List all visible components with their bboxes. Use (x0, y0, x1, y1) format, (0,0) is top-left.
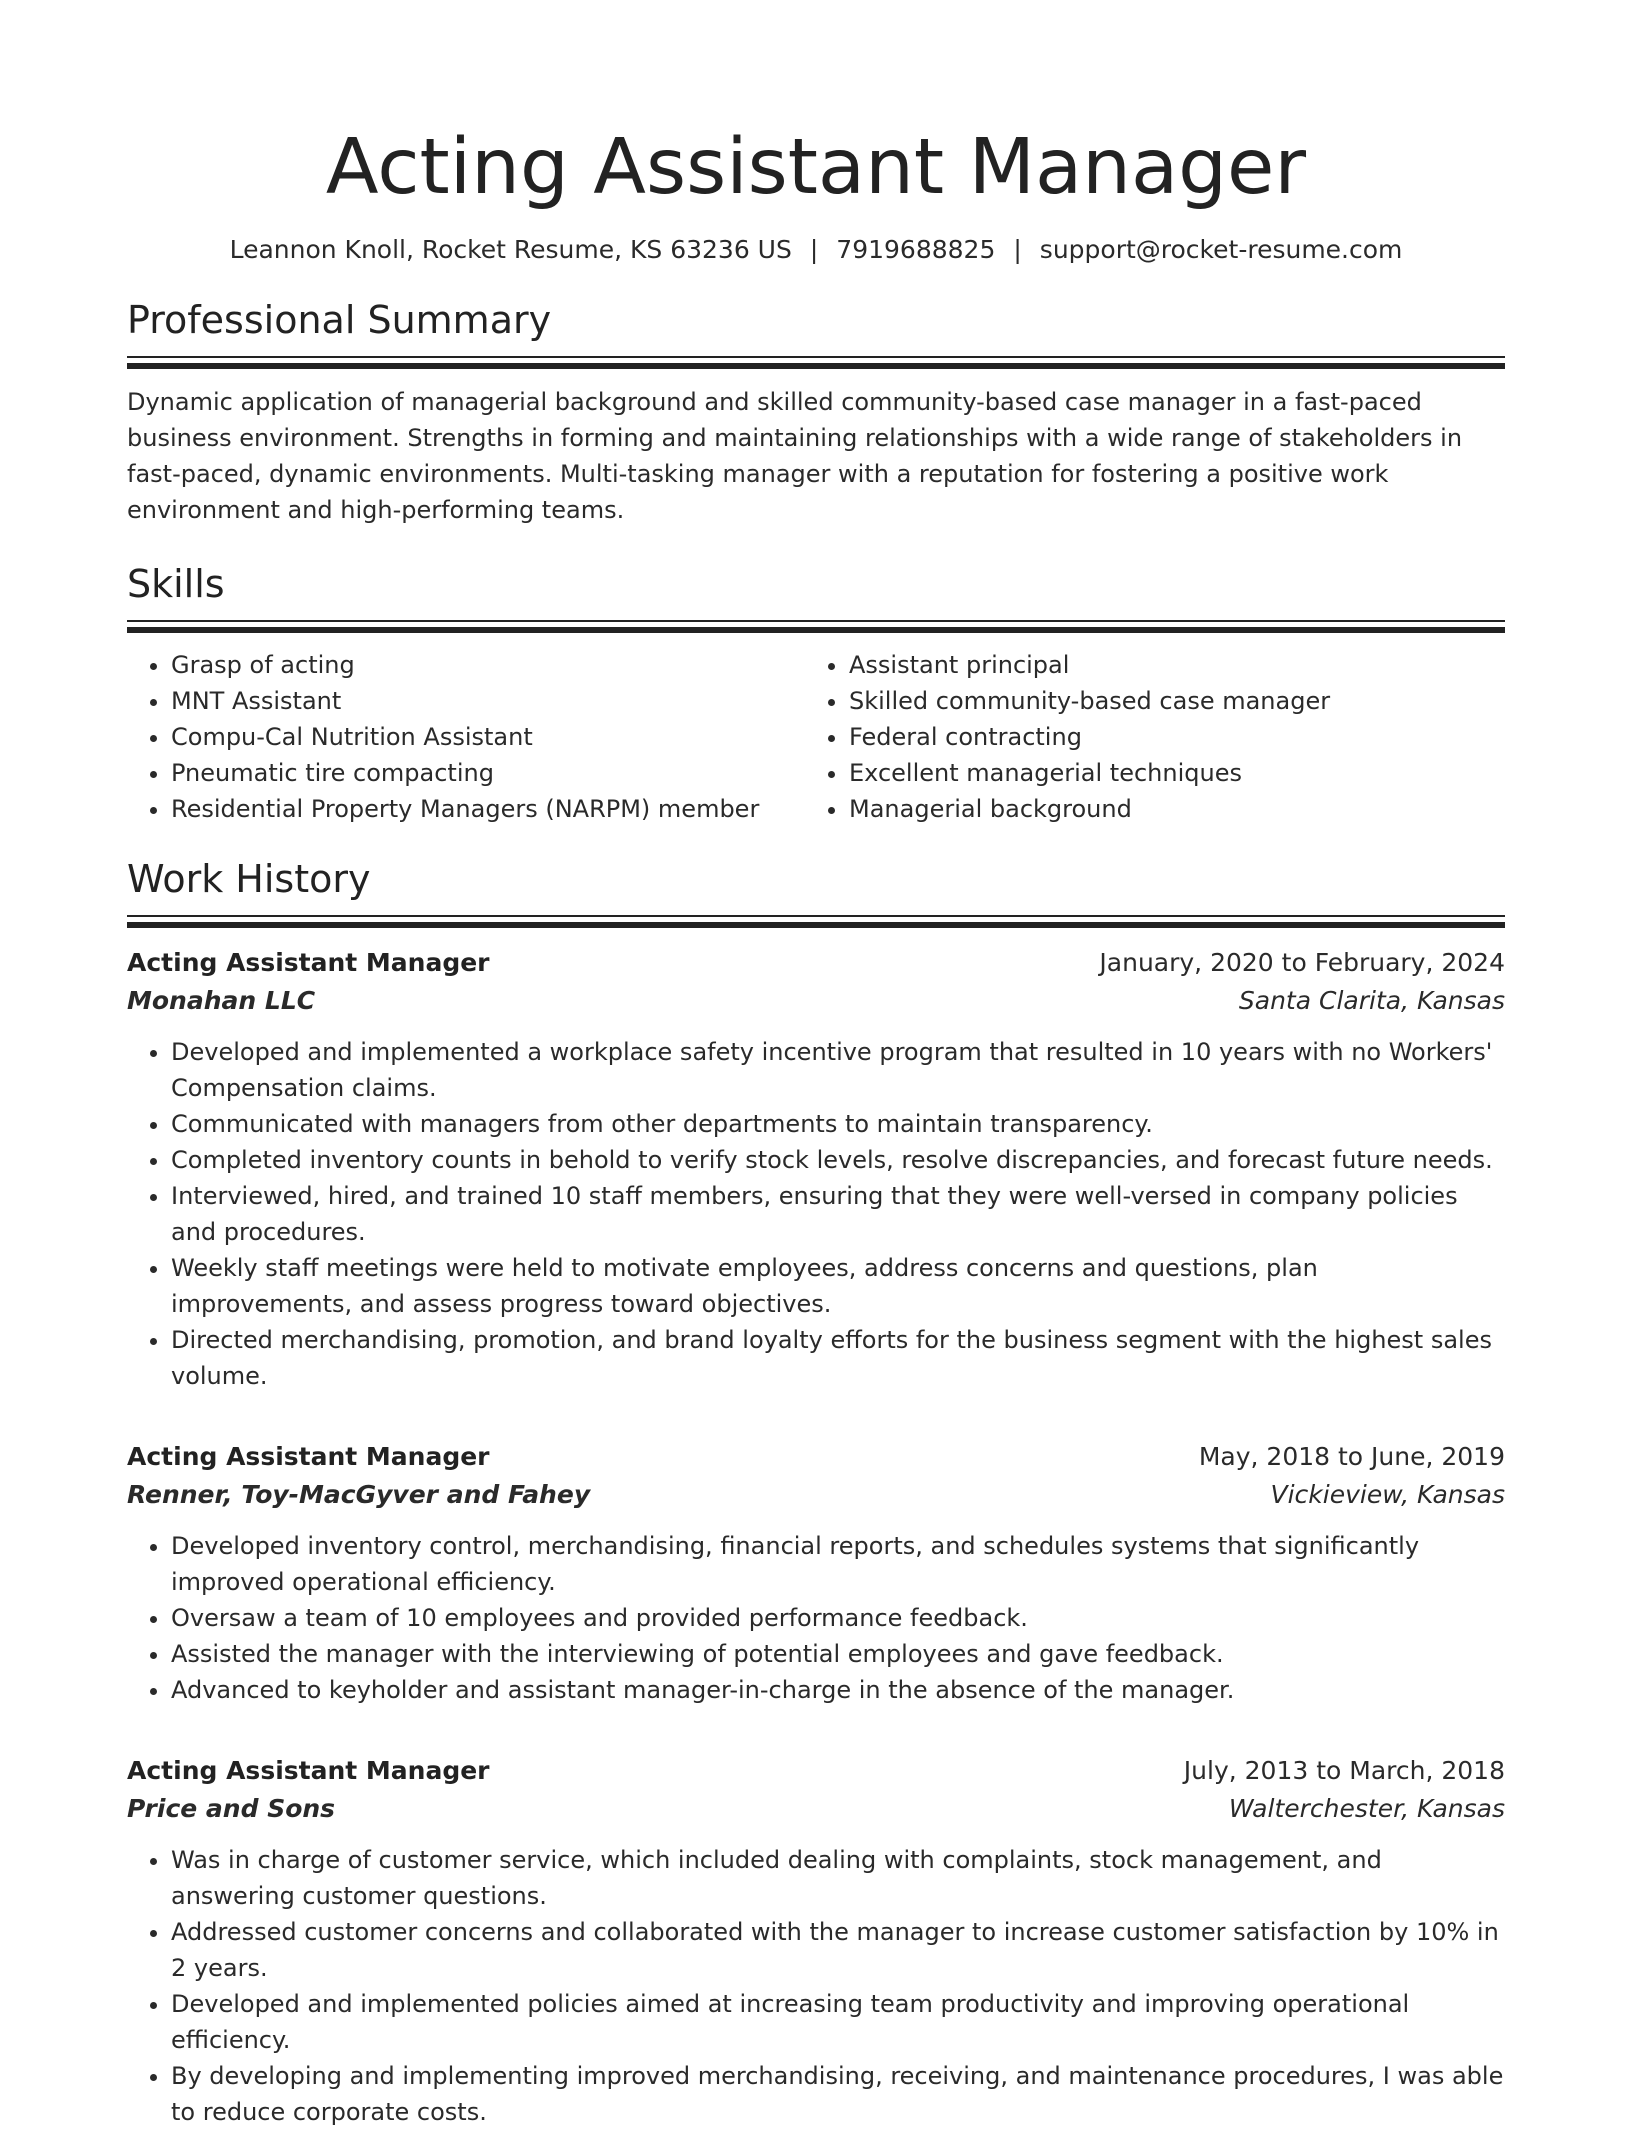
job-entry (127, 944, 1505, 1394)
job-bullet: • Interviewed, hired, and trained 10 staff members, ensuring that they were well-versed in company policies and procedures. (171, 1178, 1505, 1250)
skills-columns (127, 647, 1505, 827)
skill-item: • Managerial background (849, 791, 1483, 827)
skill-item: • Grasp of acting (171, 647, 805, 683)
work-history-heading: Work History (127, 857, 371, 901)
contact-separator: | (809, 235, 819, 264)
job-bullet: • Developed inventory control, merchandising, financial reports, and schedules systems that significantly improved operational efficiency. (171, 1528, 1505, 1600)
job-bullet: • Addressed customer concerns and collaborated with the manager to increase customer satisfaction by 10% in 2 years. (171, 1914, 1505, 1986)
section-divider (127, 620, 1505, 633)
job-entry (127, 1438, 1505, 1708)
skills-section (127, 560, 1505, 827)
summary-section (127, 296, 1505, 528)
job-header (127, 944, 1505, 982)
job-title: Acting Assistant Manager (127, 1442, 490, 1471)
job-bullet: • Completed inventory counts in behold to verify stock levels, resolve discrepancies, and forecast future needs. (171, 1142, 1505, 1178)
job-title: Acting Assistant Manager (127, 948, 490, 977)
summary-text: Dynamic application of managerial background and skilled community-based case manager in a fast-paced business environment. Strengths in forming and maintaining relationships with a wide range of stakeholders in fast-paced, dynamic environments. Multi-tasking manager with a reputation for fostering a positive work environment and high-performing teams. (127, 388, 1463, 524)
skill-item: • MNT Assistant (171, 683, 805, 719)
job-bullet: • Weekly staff meetings were held to motivate employees, address concerns and questions, plan improvements, and assess progress toward objectives. (171, 1250, 1505, 1322)
job-bullet: • Advanced to keyholder and assistant manager-in-charge in the absence of the manager. (171, 1672, 1505, 1708)
job-company: Price and Sons (127, 1794, 336, 1823)
skill-item: • Assistant principal (849, 647, 1483, 683)
section-divider (127, 915, 1505, 928)
skills-heading: Skills (127, 562, 225, 606)
job-bullets (127, 1842, 1505, 2130)
contact-line (127, 234, 1505, 266)
skill-item: • Excellent managerial techniques (849, 755, 1483, 791)
job-location: Walterchester, Kansas (1228, 1794, 1505, 1823)
job-header (127, 1752, 1505, 1790)
skill-item: • Compu-Cal Nutrition Assistant (171, 719, 805, 755)
work-history-section (127, 855, 1505, 2130)
job-bullet: • Directed merchandising, promotion, and brand loyalty efforts for the business segment with the highest sales volume. (171, 1322, 1505, 1394)
job-location: Santa Clarita, Kansas (1238, 986, 1505, 1015)
job-dates: May, 2018 to June, 2019 (1198, 1442, 1505, 1471)
job-header (127, 1438, 1505, 1476)
job-bullet: • Oversaw a team of 10 employees and provided performance feedback. (171, 1600, 1505, 1636)
job-bullet: • Communicated with managers from other departments to maintain transparency. (171, 1106, 1505, 1142)
skills-list-right (805, 647, 1483, 827)
job-subheader (127, 1476, 1505, 1514)
resume-page (127, 0, 1505, 2130)
job-company: Renner, Toy-MacGyver and Fahey (127, 1480, 591, 1509)
resume-title: Acting Assistant Manager (325, 123, 1307, 212)
section-divider (127, 356, 1505, 369)
job-title: Acting Assistant Manager (127, 1756, 490, 1785)
contact-address: Leannon Knoll, Rocket Resume, KS 63236 US (229, 235, 792, 264)
skill-item: • Federal contracting (849, 719, 1483, 755)
job-bullet: • By developing and implementing improved merchandising, receiving, and maintenance procedures, I was able to reduce corporate costs. (171, 2058, 1505, 2130)
job-bullet: • Assisted the manager with the interviewing of potential employees and gave feedback. (171, 1636, 1505, 1672)
contact-email: support@rocket-resume.com (1039, 235, 1403, 264)
job-entry (127, 1752, 1505, 2130)
job-bullet: • Was in charge of customer service, which included dealing with complaints, stock management, and answering customer questions. (171, 1842, 1505, 1914)
job-subheader (127, 1790, 1505, 1828)
skill-item: • Skilled community-based case manager (849, 683, 1483, 719)
contact-phone: 7919688825 (836, 235, 996, 264)
skill-item: • Pneumatic tire compacting (171, 755, 805, 791)
job-dates: July, 2013 to March, 2018 (1183, 1756, 1505, 1785)
contact-separator: | (1013, 235, 1022, 264)
job-company: Monahan LLC (127, 986, 316, 1015)
job-bullets (127, 1034, 1505, 1394)
skill-item: • Residential Property Managers (NARPM) member (171, 791, 805, 827)
job-bullets (127, 1528, 1505, 1708)
job-bullet: • Developed and implemented a workplace safety incentive program that resulted in 10 years with no Workers' Compensation claims. (171, 1034, 1505, 1106)
job-dates: January, 2020 to February, 2024 (1099, 948, 1505, 977)
job-subheader (127, 982, 1505, 1020)
summary-heading: Professional Summary (127, 298, 552, 342)
skills-list-left (127, 647, 805, 827)
job-bullet: • Developed and implemented policies aimed at increasing team productivity and improving operational efficiency. (171, 1986, 1505, 2058)
job-location: Vickieview, Kansas (1270, 1480, 1505, 1509)
